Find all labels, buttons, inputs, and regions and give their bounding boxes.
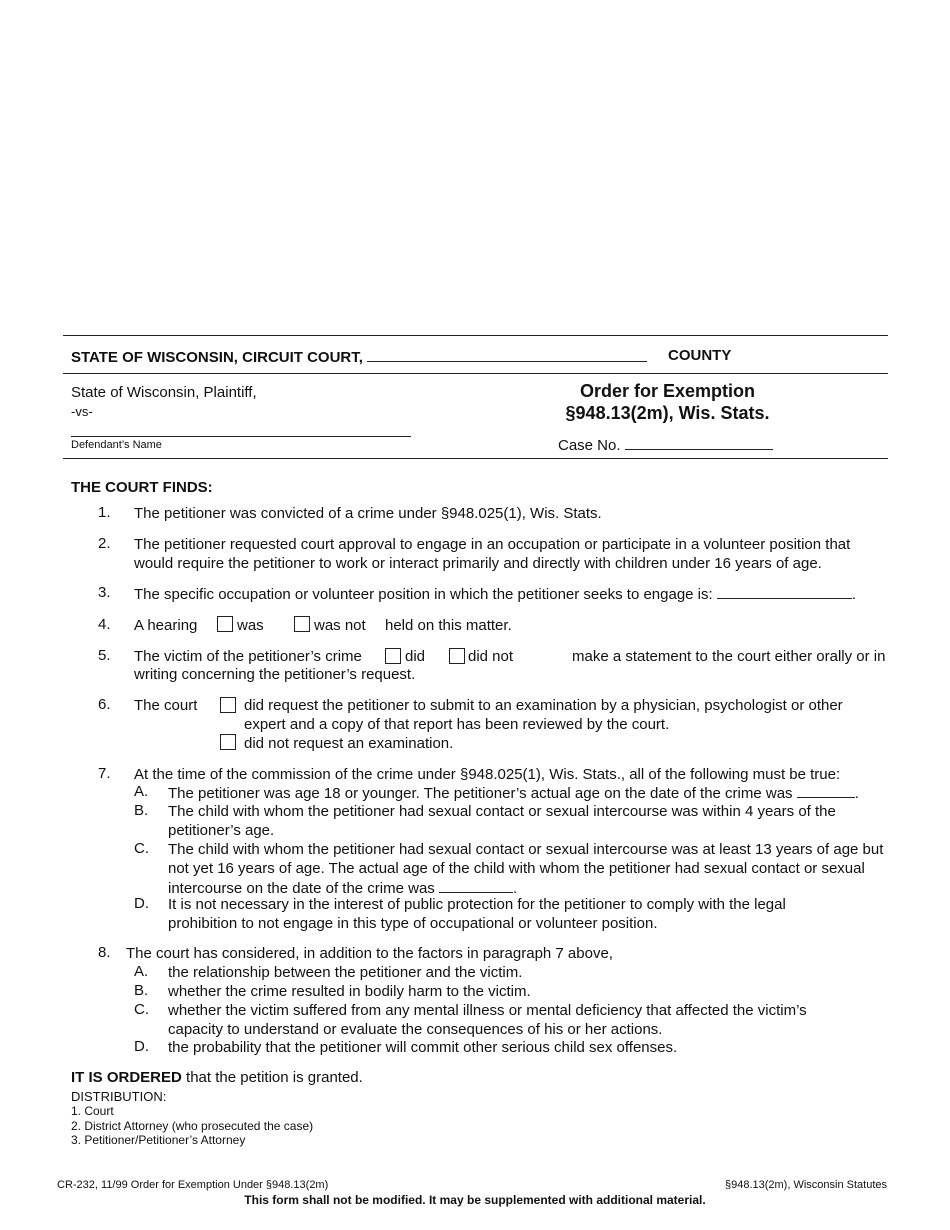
item-6-num: 6.	[98, 696, 111, 713]
item-4-num: 4.	[98, 616, 111, 633]
item-1-num: 1.	[98, 504, 111, 521]
exam-requested-line1: did request the petitioner to submit to an examination by a physician, psychologist or other	[244, 697, 843, 714]
vs: -vs-	[71, 404, 93, 419]
form-title-2: §948.13(2m), Wis. Stats.	[565, 403, 770, 423]
item-8b-text: whether the crime resulted in bodily harm to the victim.	[168, 983, 531, 1000]
item-7b-letter: B.	[134, 802, 149, 819]
item-7c-letter: C.	[134, 840, 149, 857]
item-7a	[168, 783, 888, 803]
item-8a-letter: A.	[134, 963, 149, 980]
exam-requested-checkbox[interactable]	[220, 697, 236, 713]
order-statement	[71, 1069, 363, 1086]
item-8b-letter: B.	[134, 982, 149, 999]
findings-heading: THE COURT FINDS:	[71, 479, 213, 496]
header-bottom-rule	[63, 458, 888, 459]
footer-form-id: CR-232, 11/99 Order for Exemption Under §948.13(2m)	[57, 1179, 329, 1191]
item-8d-text: the probability that the petitioner will commit other serious child sex offenses.	[168, 1039, 678, 1056]
item-7a-end: .	[854, 785, 859, 802]
order-rest: that the petition is granted.	[186, 1069, 363, 1086]
distribution-heading: DISTRIBUTION:	[71, 1089, 167, 1104]
item-7c-text: The child with whom the petitioner had sexual contact or sexual intercourse was at least 13 years of age but not yet 16 years of age. The actual age of the child with whom the petitioner had sexual contact or sexual intercourse on the date of the crime was	[168, 841, 884, 897]
distribution-item: 2. District Attorney (who prosecuted the case)	[71, 1118, 314, 1133]
item-7-num: 7.	[98, 765, 111, 782]
item-3-num: 3.	[98, 584, 111, 601]
item-5-text: The victim of the petitioner’s crime	[134, 648, 362, 665]
victim-did-checkbox[interactable]	[385, 648, 401, 664]
distribution-list	[71, 1104, 313, 1148]
item-8-num: 8.	[98, 944, 111, 961]
item-5-num: 5.	[98, 647, 111, 664]
child-age-blank[interactable]	[439, 878, 513, 893]
case-number	[558, 435, 773, 454]
court-label: STATE OF WISCONSIN, CIRCUIT COURT,	[71, 349, 363, 366]
item-8c-letter: C.	[134, 1001, 149, 1018]
item-7c-end: .	[512, 880, 518, 897]
county-label: COUNTY	[668, 347, 732, 364]
footer-statute: §948.13(2m), Wisconsin Statutes	[724, 1179, 887, 1191]
petitioner-age-blank[interactable]	[797, 783, 855, 798]
item-8-text: The court has considered, in addition to the factors in paragraph 7 above,	[126, 945, 613, 962]
item-3-end: .	[851, 586, 857, 603]
victim-did-not-label: did not	[468, 648, 514, 665]
distribution-item: 1. Court	[71, 1104, 114, 1118]
item-7b-text: The child with whom the petitioner had sexual contact or sexual intercourse was within 4 years of the petitioner’s age.	[168, 803, 836, 839]
item-5-line2: writing concerning the petitioner’s request.	[134, 666, 416, 683]
item-4-tail: held on this matter.	[385, 617, 512, 634]
item-7-text: At the time of the commission of the crime under §948.025(1), Wis. Stats., all of the following must be true:	[134, 766, 841, 783]
defendant-name-line[interactable]	[71, 436, 411, 437]
item-8c-text: whether the victim suffered from any mental illness or mental deficiency that affected the victim’s capacity to understand or evaluate the consequences of his or her actions.	[168, 1002, 807, 1038]
defendant-label: Defendant’s Name	[71, 439, 162, 451]
item-7d-text: It is not necessary in the interest of public protection for the petitioner to comply with the legal prohibition to not engage in this type of occupational or volunteer position.	[168, 896, 786, 932]
county-blank[interactable]	[367, 347, 647, 362]
item-6-text: The court	[134, 697, 198, 714]
hearing-was-not-checkbox[interactable]	[294, 616, 310, 632]
case-no-label: Case No.	[558, 437, 621, 454]
plaintiff: State of Wisconsin, Plaintiff,	[71, 384, 257, 401]
hearing-was-label: was	[237, 617, 264, 634]
item-7c	[168, 840, 886, 898]
exam-not-requested-label: did not request an examination.	[244, 735, 454, 752]
item-8a-text: the relationship between the petitioner and the victim.	[168, 964, 523, 981]
item-7d-letter: D.	[134, 895, 149, 912]
top-rule	[63, 335, 888, 336]
hearing-was-not-label: was not	[314, 617, 366, 634]
victim-did-label: did	[405, 648, 426, 665]
item-7a-text: The petitioner was age 18 or younger. The petitioner’s actual age on the date of the crime was	[168, 785, 793, 802]
item-5-tail: make a statement to the court either orally or in	[572, 648, 886, 665]
case-no-blank[interactable]	[625, 435, 773, 450]
exam-requested-line2: expert and a copy of that report has been reviewed by the court.	[244, 716, 670, 733]
item-3	[134, 584, 894, 604]
item-8d-letter: D.	[134, 1038, 149, 1055]
item-4-text: A hearing	[134, 617, 198, 634]
item-7a-letter: A.	[134, 783, 149, 800]
item-1-text: The petitioner was convicted of a crime under §948.025(1), Wis. Stats.	[134, 505, 602, 522]
distribution-item: 3. Petitioner/Petitioner’s Attorney	[71, 1133, 246, 1147]
exam-not-requested-checkbox[interactable]	[220, 734, 236, 750]
footer-notice: This form shall not be modified. It may be supplemented with additional material.	[244, 1193, 706, 1207]
item-2-text: The petitioner requested court approval to engage in an occupation or participate in a volunteer position that would require the petitioner to work or interact primarily and directly with children under 16 years of age.	[134, 536, 851, 572]
header-rule	[63, 373, 888, 374]
court-line	[71, 347, 647, 366]
form-title-1: Order for Exemption	[579, 381, 756, 401]
order-bold: IT IS ORDERED	[71, 1069, 182, 1086]
hearing-was-checkbox[interactable]	[217, 616, 233, 632]
victim-did-not-checkbox[interactable]	[449, 648, 465, 664]
item-2-num: 2.	[98, 535, 111, 552]
occupation-blank[interactable]	[717, 584, 852, 599]
item-3-text: The specific occupation or volunteer position in which the petitioner seeks to engage is:	[134, 586, 713, 603]
